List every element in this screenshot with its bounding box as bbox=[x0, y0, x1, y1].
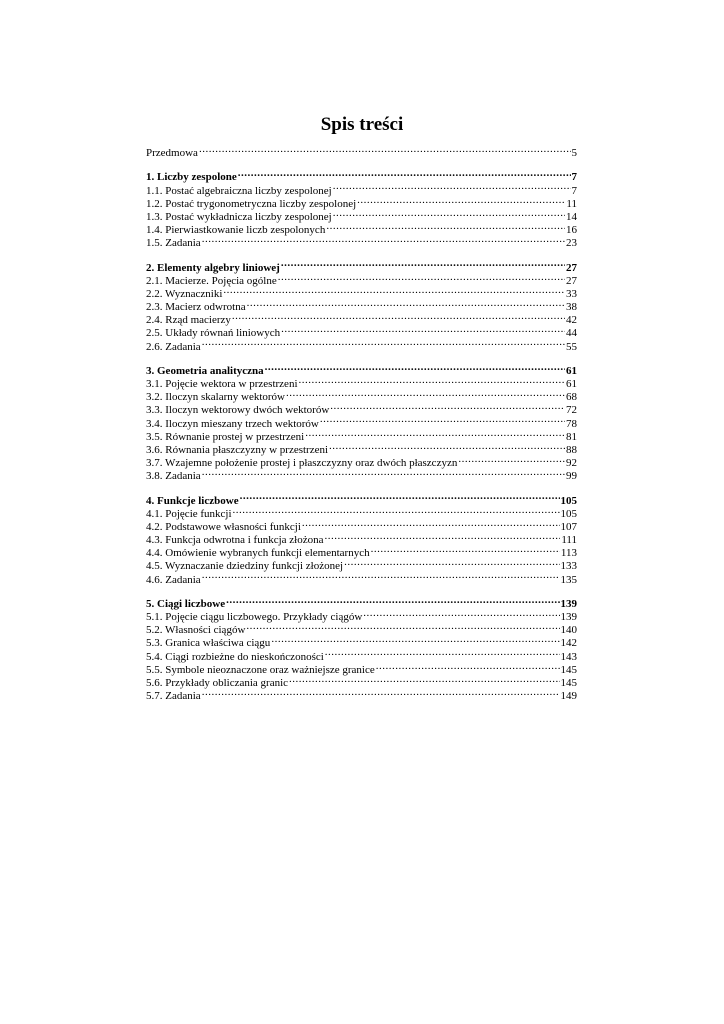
toc-entry-page-number: 88 bbox=[566, 443, 577, 456]
toc-entry-page-number: 111 bbox=[561, 534, 577, 547]
dot-leader bbox=[302, 517, 560, 530]
dot-leader bbox=[286, 387, 565, 400]
toc-entry-page-number: 33 bbox=[566, 287, 577, 300]
toc-entry-page-number: 143 bbox=[560, 650, 577, 663]
toc-entry-label: 3.1. Pojęcie wektora w przestrzeni bbox=[146, 378, 298, 390]
dot-leader bbox=[202, 233, 565, 246]
dot-leader bbox=[330, 400, 565, 413]
dot-leader bbox=[324, 530, 560, 543]
toc-chapter-entry[interactable] bbox=[146, 490, 577, 507]
toc-entry-page-number: 14 bbox=[566, 210, 577, 223]
toc-entry-label: 3.4. Iloczyn mieszany trzech wektorów bbox=[146, 417, 319, 430]
dot-leader bbox=[199, 143, 571, 156]
toc-entry-page-number: 139 bbox=[560, 597, 577, 610]
toc-entry-label: 1.2. Postać trygonometryczna liczby zespolonej bbox=[146, 197, 357, 210]
toc-entry-page-number: 135 bbox=[560, 573, 577, 586]
toc-entry-label: 2.3. Macierz odwrotna bbox=[146, 301, 246, 314]
dot-leader bbox=[223, 284, 565, 297]
toc-entry-label: 1. Liczby zespolone bbox=[146, 171, 237, 184]
toc-entry-page-number: 42 bbox=[566, 314, 577, 327]
toc-entry-label: 1.5. Zadania bbox=[146, 237, 201, 250]
toc-entry-page-number: 139 bbox=[560, 611, 577, 623]
toc-entry-label: 5.4. Ciągi rozbieżne do nieskończoności bbox=[146, 650, 324, 663]
dot-leader bbox=[458, 453, 565, 466]
toc-entry-page-number: 140 bbox=[560, 624, 577, 637]
toc-entry-label: 5. Ciągi liczbowe bbox=[146, 597, 226, 610]
toc-entry-page-number: 99 bbox=[566, 470, 577, 483]
toc-entry-label: 3.8. Zadania bbox=[146, 470, 201, 483]
toc-entry-label: 5.3. Granica właściwa ciągu bbox=[146, 637, 271, 650]
toc-entry-page-number: 27 bbox=[566, 274, 577, 287]
toc-entry-label: 4.2. Podstawowe własności funkcji bbox=[146, 520, 301, 533]
toc-entry[interactable] bbox=[146, 233, 577, 250]
toc-entry-label: 3.2. Iloczyn skalarny wektorów bbox=[146, 391, 285, 404]
dot-leader bbox=[357, 194, 565, 207]
toc-entry-label: 2.2. Wyznaczniki bbox=[146, 287, 223, 300]
toc-entry-page-number: 145 bbox=[560, 676, 577, 689]
toc-entry-page-number: 61 bbox=[566, 378, 577, 390]
dot-leader bbox=[278, 271, 565, 284]
dot-leader bbox=[202, 569, 560, 582]
toc-entry-page-number: 92 bbox=[566, 457, 577, 470]
toc-entry-label: 4. Funkcje liczbowe bbox=[146, 494, 239, 507]
toc-entry-page-number: 27 bbox=[566, 261, 577, 274]
section-gap bbox=[146, 583, 577, 594]
dot-leader bbox=[271, 633, 559, 646]
toc-entry-label: 3.6. Równania płaszczyzny w przestrzeni bbox=[146, 443, 329, 456]
page-title: Spis treści bbox=[320, 114, 404, 135]
dot-leader bbox=[299, 374, 566, 387]
dot-leader bbox=[240, 490, 560, 503]
toc-entry-label: 2.1. Macierze. Pojęcia ogólne bbox=[146, 274, 277, 287]
toc-entry-page-number: 16 bbox=[566, 224, 577, 237]
toc-entry-page-number: 105 bbox=[560, 507, 577, 520]
toc-entry-page-number: 5 bbox=[571, 147, 577, 160]
toc-entry-label: 4.1. Pojęcie funkcji bbox=[146, 507, 232, 520]
toc-entry-label: 5.6. Przykłady obliczania granic bbox=[146, 676, 289, 689]
toc-entry-page-number: 133 bbox=[560, 560, 577, 573]
dot-leader bbox=[265, 361, 565, 374]
dot-leader bbox=[333, 207, 565, 220]
toc-entry-page-number: 68 bbox=[566, 391, 577, 404]
section-gap bbox=[146, 246, 577, 257]
toc-entry-label: 2. Elementy algebry liniowej bbox=[146, 261, 280, 274]
section-gap bbox=[146, 479, 577, 490]
dot-leader bbox=[329, 440, 565, 453]
toc-entry-label: 5.2. Własności ciągów bbox=[146, 624, 246, 637]
toc-entry-label: 1.4. Pierwiastkowanie liczb zespolonych bbox=[146, 224, 326, 237]
dot-leader bbox=[281, 323, 565, 336]
toc-entry-page-number: 105 bbox=[560, 494, 577, 507]
toc-entry[interactable] bbox=[146, 143, 577, 160]
dot-leader bbox=[281, 257, 565, 270]
toc-entry-page-number: 44 bbox=[566, 327, 577, 340]
dot-leader bbox=[289, 673, 559, 686]
toc-entry-label: 4.5. Wyznaczanie dziedziny funkcji złożonej bbox=[146, 560, 344, 573]
toc-entry-page-number: 145 bbox=[560, 663, 577, 676]
dot-leader bbox=[326, 220, 565, 233]
dot-leader bbox=[344, 556, 559, 569]
toc-entry-page-number: 113 bbox=[560, 547, 577, 560]
toc-entry-label: 3. Geometria analityczna bbox=[146, 364, 264, 377]
dot-leader bbox=[232, 310, 565, 323]
toc-entry[interactable] bbox=[146, 569, 577, 586]
toc-entry-page-number: 7 bbox=[571, 184, 577, 197]
toc-entry-label: 5.7. Zadania bbox=[146, 690, 201, 703]
toc-entry-label: 3.3. Iloczyn wektorowy dwóch wektorów bbox=[146, 404, 330, 417]
dot-leader bbox=[246, 620, 559, 633]
toc-chapter-entry[interactable] bbox=[146, 594, 577, 610]
toc-entry-label: 2.5. Układy równań liniowych bbox=[146, 327, 281, 340]
dot-leader bbox=[238, 167, 571, 180]
dot-leader bbox=[363, 607, 559, 620]
toc-entry-page-number: 81 bbox=[566, 430, 577, 443]
toc-chapter-entry[interactable] bbox=[146, 167, 577, 184]
section-gap bbox=[146, 156, 577, 167]
toc-entry-label: 5.5. Symbole nieoznaczone oraz ważniejsze granice bbox=[146, 663, 375, 676]
dot-leader bbox=[226, 594, 559, 607]
toc-entry-page-number: 11 bbox=[566, 197, 577, 210]
dot-leader bbox=[202, 336, 565, 349]
dot-leader bbox=[333, 180, 571, 193]
dot-leader bbox=[376, 660, 560, 673]
toc-entry-label: 1.3. Postać wykładnicza liczby zespolonej bbox=[146, 210, 332, 223]
dot-leader bbox=[247, 297, 565, 310]
toc-entry-label: 4.3. Funkcja odwrotna i funkcja złożona bbox=[146, 534, 324, 547]
toc-chapter-entry[interactable] bbox=[146, 257, 577, 274]
toc-entry[interactable] bbox=[146, 686, 577, 703]
toc-entry-page-number: 7 bbox=[571, 171, 577, 184]
toc-entry-label: 2.6. Zadania bbox=[146, 340, 201, 353]
dot-leader bbox=[325, 646, 560, 659]
toc-entry-label: 2.4. Rząd macierzy bbox=[146, 314, 231, 327]
dot-leader bbox=[202, 466, 565, 479]
toc-entry-page-number: 107 bbox=[560, 520, 577, 533]
dot-leader bbox=[320, 413, 565, 426]
toc-chapter-entry[interactable] bbox=[146, 361, 577, 377]
dot-leader bbox=[233, 504, 560, 517]
dot-leader bbox=[202, 686, 560, 699]
toc-entry-label: 4.6. Zadania bbox=[146, 573, 201, 586]
dot-leader bbox=[305, 427, 565, 440]
dot-leader bbox=[371, 543, 560, 556]
toc-entry-page-number: 78 bbox=[566, 417, 577, 430]
toc-entry-page-number: 61 bbox=[566, 364, 577, 377]
toc-entry[interactable] bbox=[146, 466, 577, 483]
toc-entry[interactable] bbox=[146, 336, 577, 353]
toc-entry-label: 3.5. Równanie prostej w przestrzeni bbox=[146, 430, 305, 443]
toc-entry-page-number: 149 bbox=[560, 690, 577, 703]
toc-entry-page-number: 23 bbox=[566, 237, 577, 250]
toc-entry-page-number: 142 bbox=[560, 637, 577, 650]
section-gap bbox=[146, 350, 577, 361]
toc-entry-label: 1.1. Postać algebraiczna liczby zespolonej bbox=[146, 184, 332, 197]
toc-entry-label: 4.4. Omówienie wybranych funkcji elementarnych bbox=[146, 547, 370, 560]
toc-entry-page-number: 72 bbox=[566, 404, 577, 417]
toc-entry-label: 5.1. Pojęcie ciągu liczbowego. Przykłady ciągów bbox=[146, 611, 363, 623]
table-of-contents bbox=[146, 143, 577, 703]
toc-entry-page-number: 38 bbox=[566, 301, 577, 314]
toc-entry-label: 3.7. Wzajemne położenie prostej i płaszczyzny oraz dwóch płaszczyzn bbox=[146, 457, 458, 470]
toc-entry-page-number: 55 bbox=[566, 340, 577, 353]
toc-entry-label: Przedmowa bbox=[146, 147, 198, 160]
